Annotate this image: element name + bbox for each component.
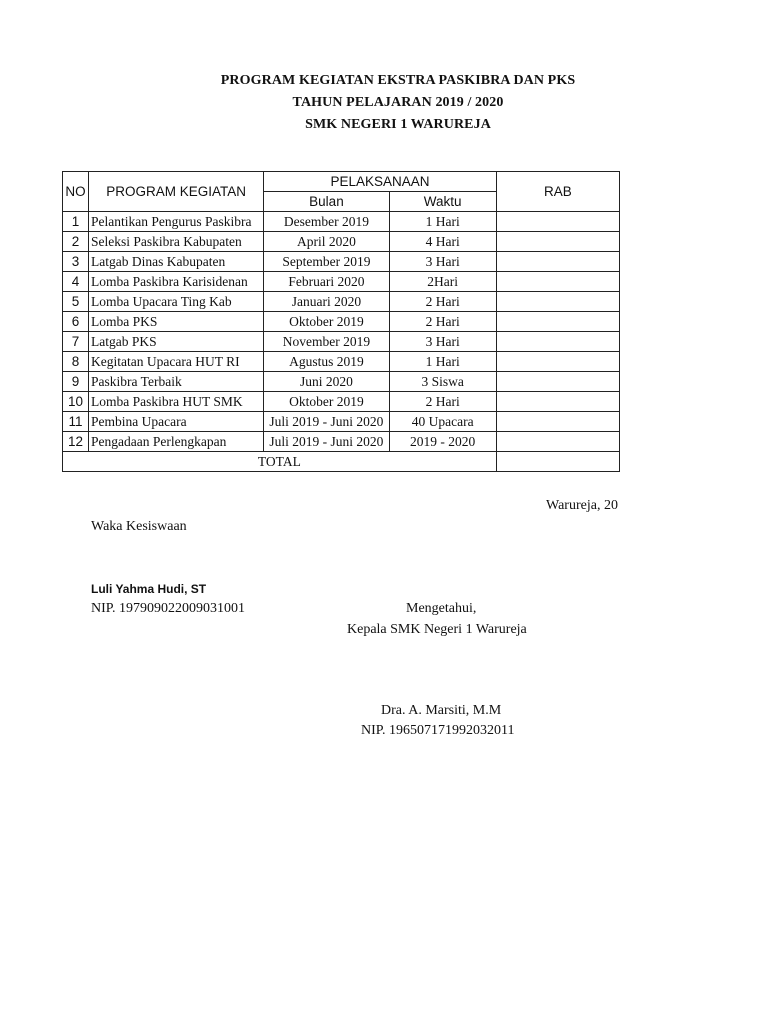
row-rab: [496, 272, 619, 292]
row-bulan: November 2019: [264, 332, 389, 352]
header-rab: RAB: [496, 172, 619, 212]
row-program: Lomba PKS: [89, 312, 264, 332]
right-role: Kepala SMK Negeri 1 Warureja: [347, 622, 527, 637]
row-number: 8: [63, 352, 89, 372]
row-program: Latgab PKS: [89, 332, 264, 352]
row-program: Seleksi Paskibra Kabupaten: [89, 232, 264, 252]
row-number: 1: [63, 212, 89, 232]
row-rab: [496, 372, 619, 392]
header-bulan: Bulan: [264, 192, 389, 212]
row-rab: [496, 392, 619, 412]
row-bulan: Juli 2019 - Juni 2020: [264, 412, 389, 432]
row-bulan: April 2020: [264, 232, 389, 252]
table-row: [63, 372, 620, 392]
row-waktu: 2Hari: [389, 272, 496, 292]
row-waktu: 3 Hari: [389, 332, 496, 352]
row-waktu: 3 Hari: [389, 252, 496, 272]
row-waktu: 2 Hari: [389, 392, 496, 412]
row-rab: [496, 432, 619, 452]
row-program: Lomba Paskibra Karisidenan: [89, 272, 264, 292]
row-number: 2: [63, 232, 89, 252]
row-bulan: Januari 2020: [264, 292, 389, 312]
total-label: TOTAL: [63, 452, 497, 472]
row-program: Pembina Upacara: [89, 412, 264, 432]
table-row: [63, 332, 620, 352]
row-waktu: 4 Hari: [389, 232, 496, 252]
row-number: 6: [63, 312, 89, 332]
row-number: 5: [63, 292, 89, 312]
table-row: [63, 292, 620, 312]
row-number: 3: [63, 252, 89, 272]
row-rab: [496, 332, 619, 352]
table-row: [63, 212, 620, 232]
row-waktu: 40 Upacara: [389, 412, 496, 432]
row-rab: [496, 212, 619, 232]
title-line-1: PROGRAM KEGIATAN EKSTRA PASKIBRA DAN PKS: [220, 73, 576, 88]
row-waktu: 3 Siswa: [389, 372, 496, 392]
row-waktu: 2 Hari: [389, 292, 496, 312]
title-line-3: SMK NEGERI 1 WARUREJA: [305, 117, 491, 132]
table-row: [63, 412, 620, 432]
row-bulan: Desember 2019: [264, 212, 389, 232]
total-value: [496, 452, 619, 472]
row-number: 12: [63, 432, 89, 452]
row-bulan: Juli 2019 - Juni 2020: [264, 432, 389, 452]
row-number: 4: [63, 272, 89, 292]
table-row: [63, 352, 620, 372]
table-row: [63, 252, 620, 272]
row-number: 9: [63, 372, 89, 392]
row-program: Latgab Dinas Kabupaten: [89, 252, 264, 272]
row-waktu: 2 Hari: [389, 312, 496, 332]
place-date: Warureja, 20: [546, 498, 618, 513]
row-bulan: Juni 2020: [264, 372, 389, 392]
document-title: [0, 70, 768, 136]
table-row: [63, 312, 620, 332]
row-rab: [496, 292, 619, 312]
row-bulan: Oktober 2019: [264, 312, 389, 332]
left-name: Luli Yahma Hudi, ST: [91, 582, 207, 596]
table-row: [63, 232, 620, 252]
right-name: Dra. A. Marsiti, M.M: [381, 703, 502, 718]
row-number: 11: [63, 412, 89, 432]
row-rab: [496, 232, 619, 252]
row-bulan: September 2019: [264, 252, 389, 272]
row-waktu: 1 Hari: [389, 212, 496, 232]
row-program: Pengadaan Perlengkapan: [89, 432, 264, 452]
row-program: Kegitatan Upacara HUT RI: [89, 352, 264, 372]
row-bulan: Agustus 2019: [264, 352, 389, 372]
program-table: [62, 171, 620, 472]
row-number: 7: [63, 332, 89, 352]
left-role: Waka Kesiswaan: [91, 519, 187, 534]
header-program: PROGRAM KEGIATAN: [89, 172, 264, 212]
row-program: Lomba Upacara Ting Kab: [89, 292, 264, 312]
header-waktu: Waktu: [389, 192, 496, 212]
header-no: NO: [63, 172, 89, 212]
table-body: [63, 212, 620, 452]
table-row: [63, 432, 620, 452]
row-waktu: 1 Hari: [389, 352, 496, 372]
row-number: 10: [63, 392, 89, 412]
row-program: Lomba Paskibra HUT SMK: [89, 392, 264, 412]
row-program: Paskibra Terbaik: [89, 372, 264, 392]
table-row: [63, 272, 620, 292]
row-rab: [496, 252, 619, 272]
acknowledge-text: Mengetahui,: [406, 601, 477, 616]
row-rab: [496, 312, 619, 332]
row-program: Pelantikan Pengurus Paskibra: [89, 212, 264, 232]
row-bulan: Oktober 2019: [264, 392, 389, 412]
row-waktu: 2019 - 2020: [389, 432, 496, 452]
left-nip: NIP. 197909022009031001: [91, 601, 246, 616]
right-nip: NIP. 196507171992032011: [361, 723, 515, 738]
row-bulan: Februari 2020: [264, 272, 389, 292]
row-rab: [496, 412, 619, 432]
table-row: [63, 392, 620, 412]
title-line-2: TAHUN PELAJARAN 2019 / 2020: [292, 95, 504, 110]
header-pelaksanaan: PELAKSANAAN: [264, 172, 496, 192]
row-rab: [496, 352, 619, 372]
